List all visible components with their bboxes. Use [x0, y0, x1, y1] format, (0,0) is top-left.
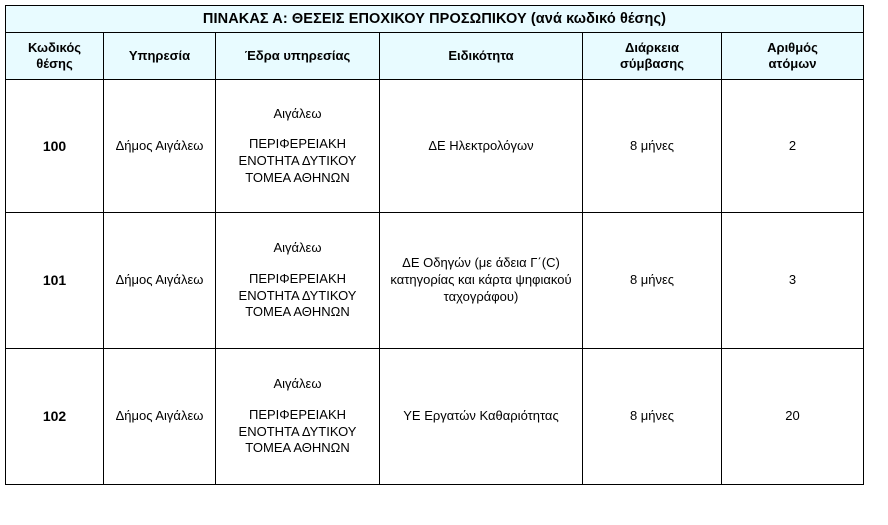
- column-header-count-line1: Αριθμός: [767, 39, 818, 55]
- cell-specialty: ΔΕ Οδηγών (με άδεια Γ΄(C) κατηγορίας και κάρτα ψηφιακού ταχογράφου): [380, 213, 583, 349]
- cell-seat-city: Αιγάλεω: [273, 376, 322, 392]
- column-header-specialty: Ειδικότητα: [380, 33, 583, 80]
- table-title: ΠΙΝΑΚΑΣ Α: ΘΕΣΕΙΣ ΕΠΟΧΙΚΟΥ ΠΡΟΣΩΠΙΚΟΥ (ανά κωδικό θέσης): [6, 6, 864, 33]
- cell-count: 3: [722, 213, 864, 349]
- column-header-service: Υπηρεσία: [104, 33, 216, 80]
- column-header-duration: [583, 33, 722, 80]
- table-row: [6, 349, 864, 485]
- column-header-count-line2: ατόμων: [768, 56, 817, 71]
- seasonal-positions-table: [5, 5, 864, 485]
- cell-seat: [216, 349, 380, 485]
- column-header-duration-line2: σύμβασης: [620, 56, 684, 71]
- column-header-code-line2: θέσης: [36, 56, 73, 71]
- cell-specialty: ΔΕ Ηλεκτρολόγων: [380, 80, 583, 213]
- cell-service: Δήμος Αιγάλεω: [104, 349, 216, 485]
- column-header-count: [722, 33, 864, 80]
- document-page: [0, 5, 888, 525]
- cell-duration: 8 μήνες: [583, 349, 722, 485]
- table-row: [6, 213, 864, 349]
- cell-code: 100: [6, 80, 104, 213]
- table-title-row: [6, 6, 864, 33]
- table-column-headers: [6, 33, 864, 80]
- column-header-duration-line1: Διάρκεια: [624, 39, 679, 55]
- cell-seat-unit: ΠΕΡΙΦΕΡΕΙΑΚΗ ΕΝΟΤΗΤΑ ΔΥΤΙΚΟΥ ΤΟΜΕΑ ΑΘΗΝΩΝ: [238, 270, 357, 320]
- column-header-code: [6, 33, 104, 80]
- cell-code: 101: [6, 213, 104, 349]
- table-body: [6, 80, 864, 485]
- cell-seat: [216, 80, 380, 213]
- column-header-code-line1: Κωδικός: [27, 39, 82, 55]
- cell-seat: [216, 213, 380, 349]
- cell-count: 2: [722, 80, 864, 213]
- column-header-seat: Έδρα υπηρεσίας: [216, 33, 380, 80]
- cell-count: 20: [722, 349, 864, 485]
- cell-duration: 8 μήνες: [583, 80, 722, 213]
- cell-service: Δήμος Αιγάλεω: [104, 80, 216, 213]
- cell-seat-city: Αιγάλεω: [273, 105, 322, 121]
- cell-seat-unit: ΠΕΡΙΦΕΡΕΙΑΚΗ ΕΝΟΤΗΤΑ ΔΥΤΙΚΟΥ ΤΟΜΕΑ ΑΘΗΝΩΝ: [238, 406, 357, 456]
- cell-duration: 8 μήνες: [583, 213, 722, 349]
- table-row: [6, 80, 864, 213]
- table-header: [6, 6, 864, 80]
- cell-specialty: ΥΕ Εργατών Καθαριότητας: [380, 349, 583, 485]
- cell-seat-unit: ΠΕΡΙΦΕΡΕΙΑΚΗ ΕΝΟΤΗΤΑ ΔΥΤΙΚΟΥ ΤΟΜΕΑ ΑΘΗΝΩΝ: [238, 136, 357, 185]
- cell-code: 102: [6, 349, 104, 485]
- cell-service: Δήμος Αιγάλεω: [104, 213, 216, 349]
- cell-seat-city: Αιγάλεω: [273, 240, 322, 256]
